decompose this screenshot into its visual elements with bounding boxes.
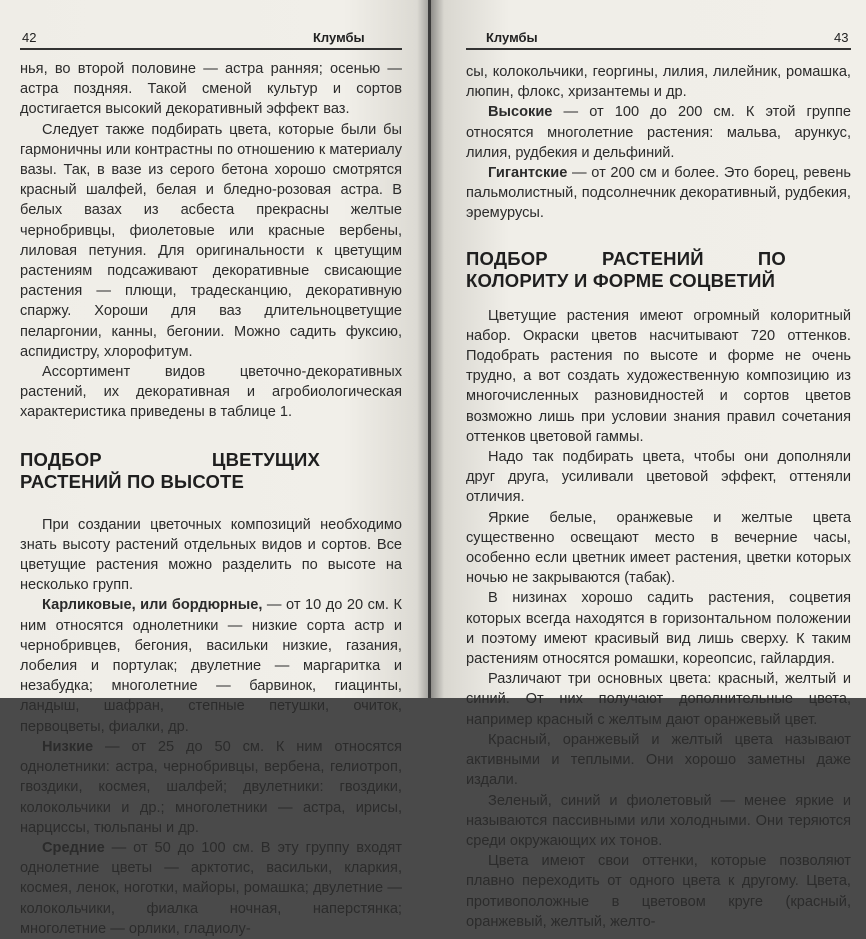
term: Высокие: [488, 104, 553, 121]
left-page: [0, 0, 430, 937]
list-item: Высокие — от 100 до 200 см. К этой группе относятся многолетние растения: мальва, арункус, лилия, рудбекия и дельфиний.: [466, 104, 851, 161]
list-item: Гигантские — от 200 см и более. Это борец, ревень пальмолистный, подсолнечник декоративный, рудбекия, эремурусы.: [466, 165, 851, 222]
term: Низкие: [42, 738, 94, 755]
right-page-body: [466, 62, 851, 932]
paragraph: Следует также подбирать цвета, которые были бы гармоничны или контрастны по отношению к материалу вазы. Так, в вазе из серого бетона хорошо смотрятся красный шалфей, белая и бледно-розовая астра. В белых вазах из асбеста прекрасны желтые чернобривцы, фиолетовые или красные вербены, лиловая петуния. Для оригинальности к цветущим растениям подсаживают декоративные свисающие растения — плющи, традесканцию, декоративную спаржу. Хороши для ваз длительноцветущие пеларгонии, канны, бегонии. Можно садить фуксию, аспидистру, хлорофитум.: [20, 121, 402, 360]
paragraph: сы, колокольчики, георгины, лилия, лилейник, ромашка, люпин, флокс, хризантемы и др.: [466, 64, 851, 101]
list-item: Средние — от 50 до 100 см. В эту группу входят однолетние цветы — арктотис, васильки, кларкия, космея, ленок, ноготки, майоры, ромашка; двулетние — колокольчики, фиалка ночная, наперстянка; многолетние — орлики, гладиолу-: [20, 839, 402, 937]
running-head-right: Клумбы: [486, 30, 538, 45]
term: Средние: [42, 839, 105, 856]
paragraph: Зеленый, синий и фиолетовый — менее яркие и называются пассивными или холодными. Они теряются среди окружающих их тонов.: [466, 792, 851, 849]
section-heading: ПОДБОР ЦВЕТУЩИХ РАСТЕНИЙ ПО ВЫСОТЕ: [20, 448, 320, 492]
paragraph: Цветущие растения имеют огромный колоритный набор. Окраски цветов насчитывают 720 оттенков. Подобрать растения по высоте и форме не очень трудно, а вот создать художественную композицию из многочисленных разновидностей и сортов цветов возможно лишь при условии знания правил сочетания оттенков цветовой гаммы.: [466, 307, 851, 445]
header-rule-left: [20, 48, 402, 50]
paragraph: Цвета имеют свои оттенки, которые позволяют плавно переходить от одного цвета к другому. Цвета, противоположные в цветовом круге (красный, оранжевый, желтый, желто-: [466, 853, 851, 930]
section-heading: ПОДБОР РАСТЕНИЙ ПО КОЛОРИТУ И ФОРМЕ СОЦВЕТИЙ: [466, 247, 786, 291]
header-rule-right: [466, 48, 851, 50]
paragraph: Ассортимент видов цветочно-декоративных растений, их декоративная и агробиологическая характеристика приведены в таблице 1.: [20, 364, 402, 421]
list-item: Низкие — от 25 до 50 см. К ним относятся однолетники: астра, чернобривцы, вербена, гелиотроп, гвоздики, космея, шалфей; двулетники: гвоздики, колокольчики и др.; многолетники — астра, ирисы, нарциссы, тюльпаны и др.: [20, 738, 402, 836]
paragraph: При создании цветочных композиций необходимо знать высоту растений отдельных видов и сортов. Все цветущие растения можно разделить по высоте на несколько групп.: [20, 516, 402, 594]
term: Гигантские: [488, 165, 568, 182]
paragraph: Надо так подбирать цвета, чтобы они дополняли друг друга, усиливали цветовой эффект, оттеняли отличия.: [466, 449, 851, 506]
paragraph: Яркие белые, оранжевые и желтые цвета существенно освещают место в вечерние часы, особенно если цветник имеет растения, цветки которых ночью не закрываются (табак).: [466, 509, 851, 587]
list-item: Карликовые, или бордюрные, — от 10 до 20 см. К ним относятся однолетники — низкие сорта астр и чернобривцев, бегония, васильки низкие, газания, лобелия и портулак; двулетние — маргаритка и незабудка; многолетние — барвинок, гиацинты, ландыш, шафран, степные петушки, очиток, первоцветы, фиалки, др.: [20, 597, 402, 735]
term: Карликовые, или бордюрные,: [42, 597, 263, 614]
page-number-left: 42: [22, 30, 37, 45]
right-page: [431, 0, 866, 930]
paragraph: В низинах хорошо садить растения, соцветия которых всегда находятся в горизонтальном положении и поэтому имеют красивый вид лишь сверху. К таким растениям относятся ромашки, кореопсис, гайлардия.: [466, 590, 851, 668]
page-number-right: 43: [834, 30, 849, 45]
paragraph: нья, во второй половине — астра ранняя; осенью — астра поздняя. Такой сменой культур и сортов достигается высокий декоративный эффект ваз.: [20, 61, 402, 118]
running-head-left: Клумбы: [313, 30, 365, 45]
paragraph: Различают три основных цвета: красный, желтый и синий. От них получают дополнительные цвета, например красный с желтым дают оранжевый цвет.: [466, 671, 851, 728]
left-page-body: [20, 59, 402, 939]
paragraph: Красный, оранжевый и желтый цвета называют активными и теплыми. Они хорошо заметны даже издали.: [466, 731, 851, 789]
